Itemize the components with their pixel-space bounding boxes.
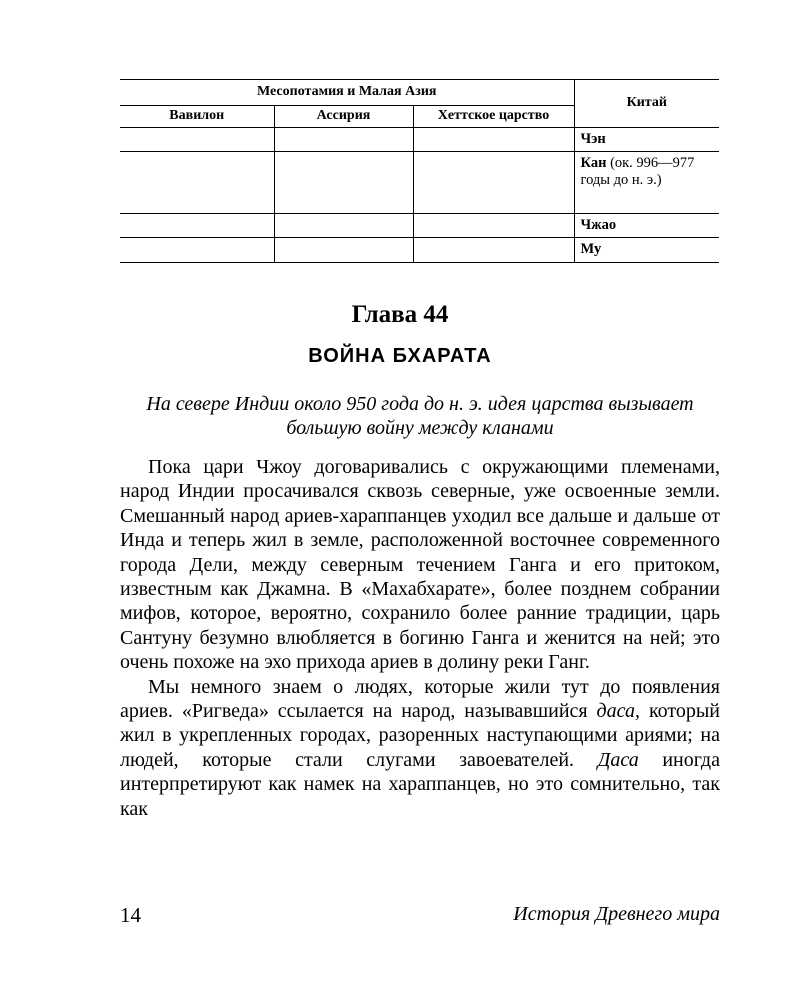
table-row xyxy=(120,238,719,263)
cell-babylon xyxy=(120,214,274,238)
running-title: История Древнего мира xyxy=(513,903,720,925)
table-row xyxy=(120,214,719,238)
china-ruler-note: (ок. 996—977 годы до н. э.) xyxy=(580,155,695,189)
cell-assyria xyxy=(274,128,413,152)
table-row xyxy=(120,152,719,214)
chapter-epigraph: На севере Индии около 950 года до н. э. идея царства вызывает большую войну между кланами xyxy=(146,393,694,439)
cell-china xyxy=(574,238,719,263)
cell-assyria xyxy=(274,214,413,238)
chapter-number: Глава 44 xyxy=(351,301,449,328)
china-ruler-name: Чжао xyxy=(580,217,617,233)
paragraph-text: иногда интерпретируют как намек на хараппанцев, но это сомнительно, так как xyxy=(120,748,720,820)
china-ruler-name: Чэн xyxy=(580,131,606,147)
paragraph-text: Мы немного знаем о людях, которые жили тут до появления ариев. «Ригведа» ссылается на народ, называвшийся xyxy=(120,675,720,723)
paragraph xyxy=(120,675,720,821)
header-assyria: Ассирия xyxy=(274,106,413,128)
cell-babylon xyxy=(120,128,274,152)
chronology-table xyxy=(120,79,719,263)
cell-china xyxy=(574,152,719,214)
cell-assyria xyxy=(274,152,413,214)
term-dasa: Даса xyxy=(597,748,639,771)
cell-babylon xyxy=(120,238,274,263)
paragraph: Пока цари Чжоу договаривались с окружающими племенами, народ Индии просачивался сквозь северные, уже освоенные земли. Смешанный народ ариев-хараппанцев уходил все дальше и дальше от Инда и теперь жил в земле, расположенной восточнее современного города Дели, между северным течением Ганга и его притоком, известным как Джамна. В «Махабхарате», более позднем собрании мифов, которое, вероятно, сохранило более ранние традиции, царь Сантуну безумно влюбляется в богиню Ганга и женится на ней; это очень похоже на эхо прихода ариев в долину реки Ганг. xyxy=(120,456,720,674)
table-row xyxy=(120,128,719,152)
cell-china xyxy=(574,128,719,152)
china-ruler-name: Му xyxy=(580,241,602,257)
cell-assyria xyxy=(274,238,413,263)
cell-hittite xyxy=(413,238,574,263)
term-dasa: даса, xyxy=(596,700,641,723)
body-text xyxy=(120,455,720,821)
cell-hittite xyxy=(413,128,574,152)
paragraph-text: который жил в укрепленных городах, разоренных наступающими ариями; на людей, которые стали слугами завоевателей. xyxy=(120,700,720,771)
chapter-title: ВОЙНА БХАРАТА xyxy=(308,345,492,367)
cell-hittite xyxy=(413,214,574,238)
header-china: Китай xyxy=(574,80,719,128)
header-hittite: Хеттское царство xyxy=(413,106,574,128)
cell-babylon xyxy=(120,152,274,214)
header-babylon: Вавилон xyxy=(120,106,274,128)
page-number: 14 xyxy=(120,903,141,927)
header-mesopotamia: Месопотамия и Малая Азия xyxy=(120,80,574,106)
china-ruler-name: Кан xyxy=(580,155,607,171)
cell-china xyxy=(574,214,719,238)
cell-hittite xyxy=(413,152,574,214)
table-header-row xyxy=(120,80,719,106)
